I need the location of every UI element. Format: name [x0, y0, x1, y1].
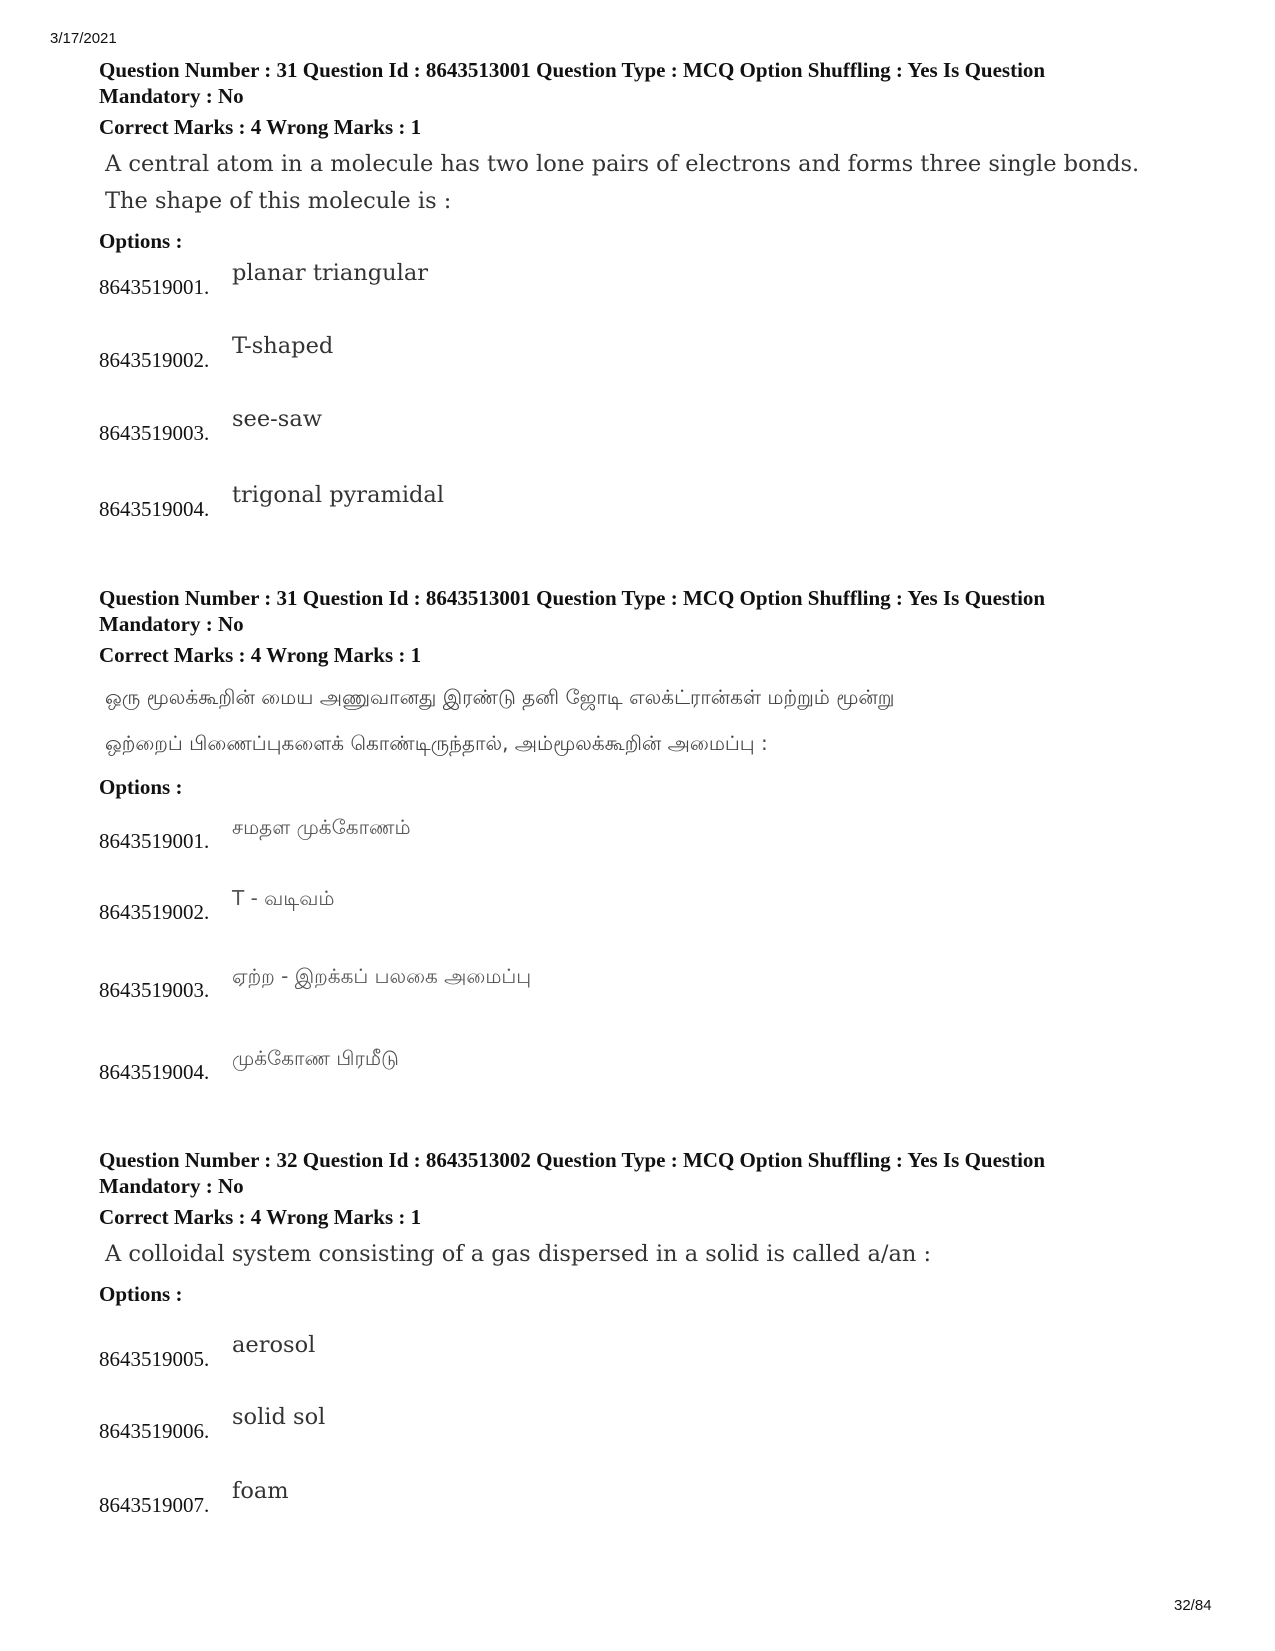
option-text: solid sol [232, 1404, 326, 1430]
option-item [99, 883, 999, 923]
option-item [99, 480, 999, 520]
option-id: 8643519007. [99, 1493, 210, 1517]
question-marks: Correct Marks : 4 Wrong Marks : 1 [99, 643, 422, 667]
option-id: 8643519002. [99, 900, 210, 924]
option-text: சமதள முக்கோணம் [232, 815, 411, 839]
option-id: 8643519004. [99, 1060, 210, 1084]
question-block [99, 585, 1184, 802]
option-item [99, 1402, 999, 1442]
option-item [99, 404, 999, 444]
question-stem [105, 146, 1184, 220]
page-number: 32/84 [1174, 1597, 1212, 1614]
option-id: 8643519004. [99, 497, 210, 521]
option-text: see-saw [232, 406, 322, 432]
options-label: Options : [99, 1282, 183, 1306]
options-list [99, 258, 1184, 538]
question-meta [99, 57, 1184, 109]
option-id: 8643519003. [99, 421, 210, 445]
option-item [99, 1476, 999, 1516]
question-stem-line-1: A colloidal system consisting of a gas dispersed in a solid is called a/an : [105, 1241, 932, 1267]
question-meta-line-1: Question Number : 32 Question Id : 8643513002 Question Type : MCQ Option Shuffling : Yes Is Question [99, 1148, 1046, 1172]
question-meta-line-2: Mandatory : No [99, 1174, 244, 1198]
option-item [99, 812, 999, 852]
question-stem-line-1: ஒரு மூலக்கூறின் மைய அணுவானது இரண்டு தனி ஜோடி எலக்ட்ரான்கள் மற்றும் மூன்று [105, 685, 895, 709]
question-stem-line-2: ஒற்றைப் பிணைப்புகளைக் கொண்டிருந்தால், அம்மூலக்கூறின் அமைப்பு : [105, 731, 768, 755]
option-item [99, 1330, 999, 1370]
option-text: trigonal pyramidal [232, 482, 445, 508]
print-date: 3/17/2021 [50, 30, 117, 47]
option-id: 8643519003. [99, 978, 210, 1002]
option-text: T - வடிவம் [232, 886, 335, 910]
question-marks: Correct Marks : 4 Wrong Marks : 1 [99, 115, 422, 139]
question-stem [105, 674, 1184, 766]
option-item [99, 961, 999, 1001]
option-text: planar triangular [232, 260, 428, 286]
option-text: foam [232, 1478, 289, 1504]
question-block [99, 57, 1184, 256]
option-text: T-shaped [232, 333, 334, 359]
option-id: 8643519002. [99, 348, 210, 372]
option-text: முக்கோண பிரமீடு [232, 1046, 399, 1070]
option-id: 8643519005. [99, 1347, 210, 1371]
options-list [99, 812, 1184, 1132]
options-label: Options : [99, 229, 183, 253]
question-meta-line-2: Mandatory : No [99, 612, 244, 636]
option-item [99, 331, 999, 371]
options-list [99, 1330, 1184, 1570]
question-meta-line-1: Question Number : 31 Question Id : 8643513001 Question Type : MCQ Option Shuffling : Yes Is Question [99, 586, 1046, 610]
question-stem-line-2: The shape of this molecule is : [105, 188, 452, 214]
question-stem [105, 1236, 1184, 1273]
question-meta-line-1: Question Number : 31 Question Id : 8643513001 Question Type : MCQ Option Shuffling : Yes Is Question [99, 58, 1046, 82]
question-meta [99, 585, 1184, 637]
question-marks: Correct Marks : 4 Wrong Marks : 1 [99, 1205, 422, 1229]
question-block [99, 1147, 1184, 1309]
option-id: 8643519001. [99, 829, 210, 853]
option-text: ஏற்ற - இறக்கப் பலகை அமைப்பு [232, 964, 532, 988]
option-id: 8643519006. [99, 1419, 210, 1443]
question-meta [99, 1147, 1184, 1199]
option-item [99, 258, 999, 298]
option-id: 8643519001. [99, 275, 210, 299]
option-item [99, 1043, 999, 1083]
options-label: Options : [99, 775, 183, 799]
question-meta-line-2: Mandatory : No [99, 84, 244, 108]
option-text: aerosol [232, 1332, 316, 1358]
question-stem-line-1: A central atom in a molecule has two lone pairs of electrons and forms three single bonds. [105, 151, 1140, 177]
